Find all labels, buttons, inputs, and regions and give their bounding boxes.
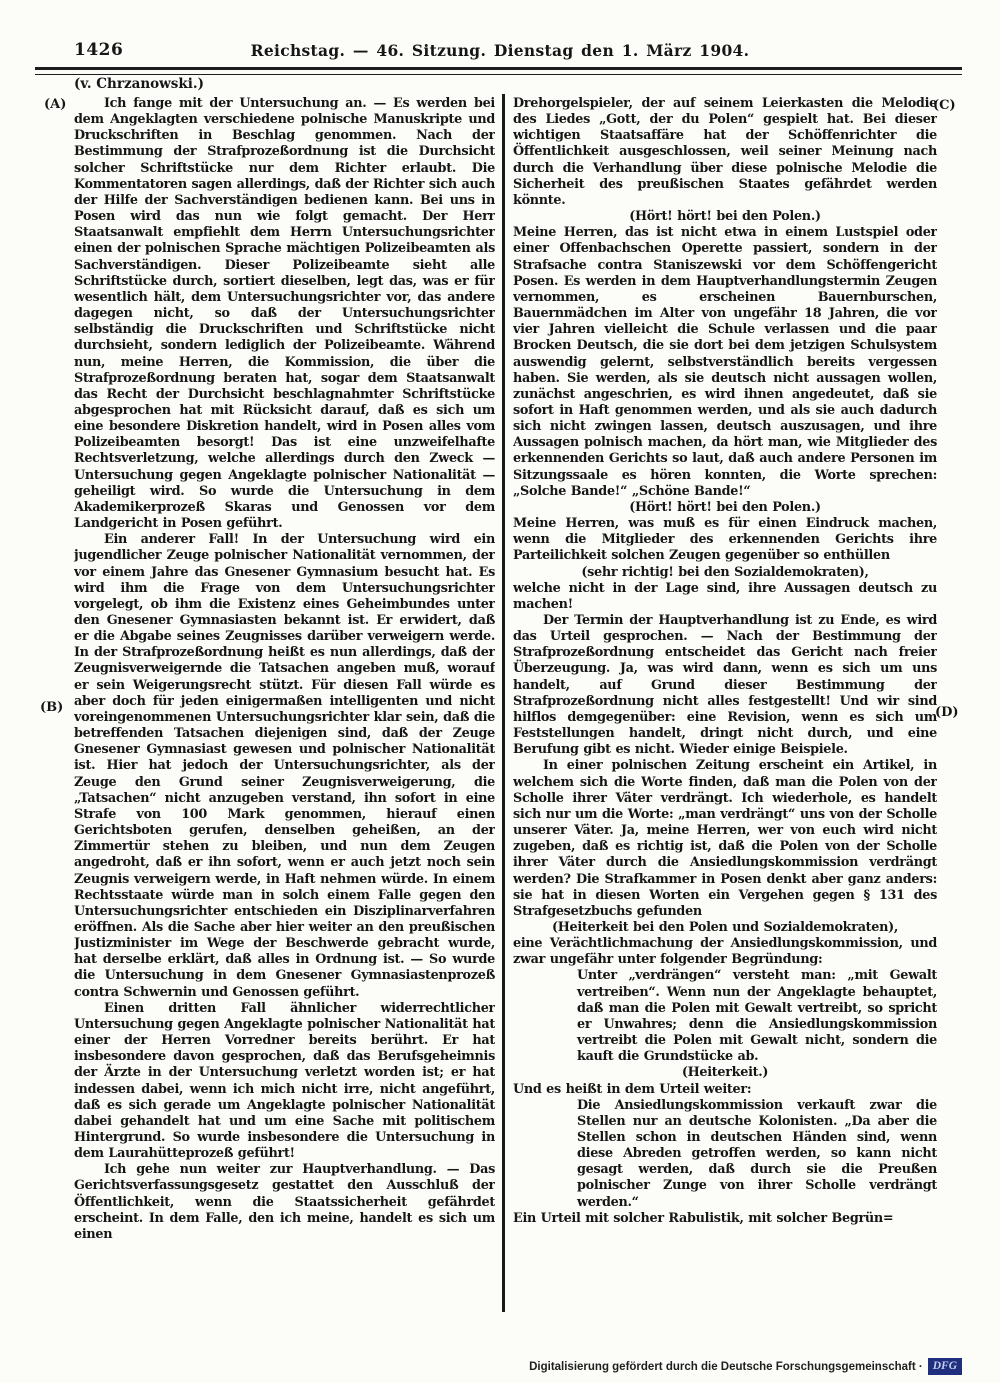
column-marker-b: (B) [40,700,64,715]
stage-direction: (Heiterkeit bei den Polen und Sozialdemokraten), [551,919,899,935]
judgment-quote: Die Ansiedlungskommission verkauft zwar die Stellen nur an deutsche Kolonisten. „Da aber die Stellen schon in deutschen Händen sind, wenn diese Abreden getroffen werden, so kann nicht gesagt werden, daß durch sie die Preußen polnischer Zunge von ihrer Scholle verdrängt werden.“ [577,1097,937,1210]
speech-paragraph: welche nicht in der Lage sind, ihre Aussagen deutsch zu machen! [513,580,937,612]
speech-paragraph: Ich gehe nun weiter zur Hauptverhandlung. — Das Gerichtsverfassungsgesetz gestattet den Ausschluß der Öffentlichkeit, wenn die Staatssicherheit gefährdet erscheint. In dem Falle, den ich meine, handelt es sich um einen [74,1162,495,1242]
column-marker-c: (C) [933,98,956,113]
speech-paragraph: Ein anderer Fall! In der Untersuchung wird ein jugendlicher Zeuge polnischer Nationalität vernommen, der vor einem Jahre das Gnesener Gymnasium besucht hat. Es wird ihm die Frage von dem Untersuchungsrichter vorgelegt, ob ihm die Existenz eines Geheimbundes unter den Gnesener Gymnasiasten bekannt ist. Er erwidert, daß er die Abgabe seines Zeugnisses darüber verweigern werde. In der Strafprozeßordnung heißt es nun allerdings, daß der Zeugnisverweigernde die Tatsachen angeben muß, worauf er sein Weigerungsrecht stützt. Für diesen Fall würde es aber doch für jeden einigermaßen intelligenten und nicht voreingenommenen Untersuchungsrichter klar sein, daß die betreffenden Tatsachen diejenigen sind, daß der Zeuge Gnesener Gymnasiast gewesen und polnischer Nationalität ist. Hier hat jedoch der Untersuchungsrichter, als der Zeuge den Grund seiner Zeugnisverweigerung, die „Tatsachen“ nicht anzugeben verstand, ihn sofort in eine Strafe von 100 Mark genommen, hierauf einen Gerichtsboten gerufen, denselben geheißen, an der Zimmertür stehen zu bleiben, und nun dem Zeugen angedroht, daß er ihn sofort, wenn er auch jetzt noch sein Zeugnis verweigern werde, in Haft nehmen würde. In einem Rechtsstaate würde man in solch einem Falle gegen den Untersuchungsrichter entschieden ein Disziplinarverfahren eröffnen. Als die Sache aber hier weiter an den preußischen Justizminister im Wege der Beschwerde gebracht wurde, hat derselbe erklärt, daß alles in Ordnung ist. — So wurde die Untersuchung in dem Gnesener Gymnasiastenprozeß contra Schwernin und Genossen geführt. [74,532,495,1000]
speech-paragraph: Der Termin der Hauptverhandlung ist zu Ende, es wird das Urteil gesprochen. — Nach der Bestimmung der Strafprozeßordnung entscheidet das Gericht nach freier Überzeugung. Ja, was wird dann, wenn es sich um uns handelt, auf Grund dieser Bestimmung der Strafprozeßordnung nicht alles festgestellt! Und wir sind hilflos demgegenüber: eine Revision, wenn es sich um Feststellungen handelt, dringt nicht durch, und eine Berufung gibt es nicht. Wieder einige Beispiele. [513,613,937,758]
page-number: 1426 [74,40,124,60]
footer-credit-text: Digitalisierung gefördert durch die Deutsche Forschungsgemeinschaft · [529,1360,923,1373]
digitization-footer [529,1358,962,1375]
speaker-continuation-label: (v. Chrzanowski.) [74,76,204,92]
stage-direction: (Hört! hört! bei den Polen.) [629,209,821,225]
header-rule [35,67,962,75]
judgment-quote: Unter „verdrängen“ versteht man: „mit Gewalt vertreiben“. Wenn nun der Angeklagte behauptet, daß man die Polen mit Gewalt vertreibt, so spricht er Unwahres; denn die Ansiedlungskommission vertreibt die Polen mit Gewalt nicht, sondern die kauft die Grundstücke ab. [577,968,937,1065]
speech-paragraph: Einen dritten Fall ähnlicher widerrechtlicher Untersuchung gegen Angeklagte polnischer Nationalität hat einer der Herren Vorredner bereits berührt. Er hat insbesondere davon gesprochen, daß das Berufsgeheimnis der Ärzte in der Untersuchung verletzt worden ist; er hat indessen dabei, wenn ich mich nicht irre, nicht angeführt, daß es sich gerade um Angeklagte polnischer Nationalität dabei gehandelt hat und um eine Sache mit politischem Hintergrund. So wurde insbesondere die Untersuchung in dem Laurahütteprozeß geführt! [74,1000,495,1162]
speech-paragraph: Meine Herren, das ist nicht etwa in einem Lustspiel oder einer Offenbachschen Operette passiert, sondern in der Strafsache contra Staniszewski vor dem Schöffengericht Posen. Es werden in dem Hauptverhandlungstermin Zeugen vernommen, es erscheinen Bauernburschen, Bauernmädchen im Alter von ungefähr 18 Jahren, die vor vier Jahren vielleicht die Schule verlassen und die paar Brocken Deutsch, die sie dort bei dem jetzigen Schulsystem auswendig gelernt, selbstverständlich bereits vergessen haben. Sie werden, als sie deutsch nicht aussagen wollen, zunächst angeschrien, es wird ihnen angedeutet, daß sie sofort in Haft genommen werden, und als sie auch dadurch sich nicht zwingen lassen, deutsch auszusagen, und ihre Aussagen polnisch machen, da hört man, wie Mitglieder des erkennenden Gerichts so laut, daß auch andere Personen im Sitzungssaale es hören konnten, die Worte sprechen: „Solche Bande!“ „Schöne Bande!“ [513,225,937,499]
speech-paragraph: In einer polnischen Zeitung erscheint ein Artikel, in welchem sich die Worte finden, daß man die Polen von der Scholle ihrer Väter verdrängt. Ich wiederhole, es handelt sich nur um die Worte: „man verdrängt“ uns von der Scholle unserer Väter. Ja, meine Herren, wer von euch wird nicht zugeben, daß es richtig ist, daß die Polen von der Scholle ihrer Väter durch die Ansiedlungskommission verdrängt werden? Die Strafkammer in Posen denkt aber ganz anders: sie hat in diesen Worten ein Vergehen gegen § 131 des Strafgesetzbuchs gefunden [513,758,937,919]
stage-direction: (Hört! hört! bei den Polen.) [629,499,821,515]
page-header-title: Reichstag. — 46. Sitzung. Dienstag den 1. März 1904. [250,41,750,60]
column-marker-a: (A) [44,97,67,112]
speech-paragraph: Und es heißt in dem Urteil weiter: [513,1081,752,1097]
dfg-logo: DFG [928,1358,962,1375]
column-marker-d: (D) [935,705,959,720]
speech-paragraph: eine Verächtlichmachung der Ansiedlungskommission, und zwar ungefähr unter folgender Begründung: [513,936,937,968]
speech-paragraph: Meine Herren, was muß es für einen Eindruck machen, wenn die Mitglieder des erkennenden Gerichts ihre Parteilichkeit solchen Zeugen gegenüber so enthüllen [513,516,937,564]
speech-paragraph: Ein Urteil mit solcher Rabulistik, mit solcher Begrün= [513,1210,894,1226]
speech-paragraph: Drehorgelspieler, der auf seinem Leierkasten die Melodie des Liedes „Gott, der du Polen“ gespielt hat. Bei dieser wichtigen Staatsaffäre hat der Schöffenrichter die Öffentlichkeit ausgeschlossen, weil seiner Meinung nach durch die Verhandlung über diese polnische Melodie die Sicherheit des preußischen Staates gefährdet werden könnte. [513,96,937,208]
stage-direction: (Heiterkeit.) [681,1065,769,1081]
column-divider-rule [502,94,505,1312]
right-text-column [513,96,937,1314]
speech-paragraph: Ich fange mit der Untersuchung an. — Es werden bei dem Angeklagten verschiedene polnische Manuskripte und Druckschriften in Beschlag genommen. Nach der Bestimmung der Strafprozeßordnung ist die Durchsicht solcher Schriftstücke nur dem Richter erlaubt. Die Kommentatoren sagen allerdings, daß der Richter sich auch der Hilfe der Sachverständigen bedienen kann. Bei uns in Posen wird das nun wie folgt gemacht. Der Herr Staatsanwalt empfiehlt dem Herrn Untersuchungsrichter einen der polnischen Sprache mächtigen Polizeibeamten als Sachverständigen. Dieser Polizeibeamte sieht alle Schriftstücke durch, sortiert dieselben, legt das, was er für wesentlich hält, dem Untersuchungsrichter vor, das andere dagegen nicht, so daß der Untersuchungsrichter selbständig die Druckschriften und Schriftstücke nicht durchsieht, sondern lediglich der Polizeibeamte. Während nun, meine Herren, die Kommission, die über die Strafprozeßordnung beraten hat, sogar dem Staatsanwalt das Recht der Durchsicht beschlagnahmter Schriftstücke abgesprochen hat mit Rücksicht darauf, daß es sich um eine besondere Diskretion handelt, wird in Posen alles vom Polizeibeamten besorgt! Das ist eine unzweifelhafte Rechtsverletzung, welche allerdings durch den Zweck — Untersuchung gegen Angeklagte polnischer Nationalität — geheiligt wird. So wurde die Untersuchung in dem Akademikerprozeß Skaras und Genossen vor dem Landgericht in Posen geführt. [74,96,495,532]
stage-direction: (sehr richtig! bei den Sozialdemokraten), [581,564,869,580]
left-text-column [74,96,495,1314]
